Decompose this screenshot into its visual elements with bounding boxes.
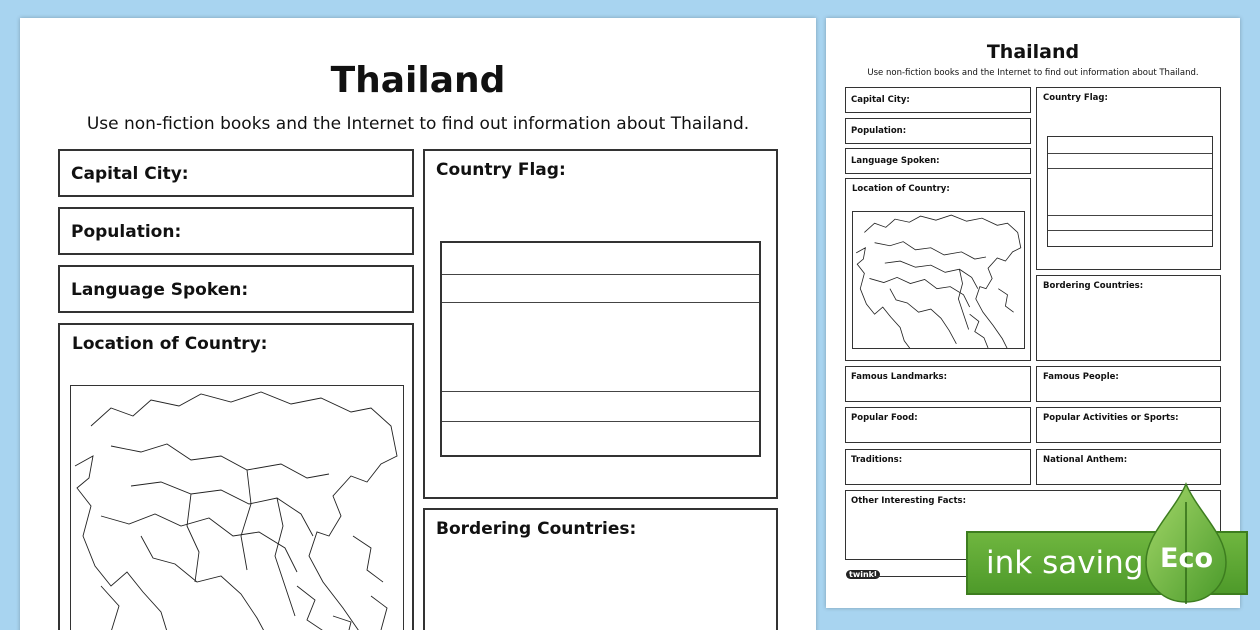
ink-saving-label: ink saving <box>986 545 1144 581</box>
famous-landmarks-label-small: Famous Landmarks: <box>851 372 947 382</box>
page-title-small: Thailand <box>986 41 1080 63</box>
asia-map-outline-icon <box>71 386 404 630</box>
capital-city-box[interactable] <box>58 149 414 197</box>
population-box[interactable] <box>58 207 414 255</box>
asia-map-small <box>852 211 1025 349</box>
language-spoken-label: Language Spoken: <box>71 280 249 300</box>
flag-stripe-line <box>1048 153 1212 154</box>
asia-map-outline-icon <box>853 212 1025 349</box>
famous-people-box-small[interactable] <box>1036 366 1221 402</box>
capital-city-label-small: Capital City: <box>851 95 910 105</box>
language-spoken-box-small[interactable] <box>845 148 1031 174</box>
bordering-countries-label: Bordering Countries: <box>436 519 637 539</box>
flag-stripe-line <box>442 274 759 275</box>
eco-label: Eco <box>1160 543 1213 574</box>
country-flag-box-small[interactable] <box>1036 87 1221 270</box>
popular-activities-label-small: Popular Activities or Sports: <box>1043 413 1179 423</box>
capital-city-label: Capital City: <box>71 164 189 184</box>
country-flag-label-small: Country Flag: <box>1043 93 1108 103</box>
flag-stripe-line <box>1048 215 1212 216</box>
location-of-country-box[interactable] <box>58 323 414 630</box>
bordering-countries-box-small[interactable] <box>1036 275 1221 361</box>
country-flag-box[interactable] <box>423 149 778 499</box>
flag-stripe-line <box>442 302 759 303</box>
population-box-small[interactable] <box>845 118 1031 144</box>
location-of-country-label: Location of Country: <box>72 334 268 354</box>
language-spoken-box[interactable] <box>58 265 414 313</box>
other-facts-label-small: Other Interesting Facts: <box>851 496 966 506</box>
country-flag-label: Country Flag: <box>436 160 566 180</box>
language-spoken-label-small: Language Spoken: <box>851 156 940 166</box>
bordering-countries-label-small: Bordering Countries: <box>1043 281 1144 291</box>
instructions-small: Use non-fiction books and the Internet to find out information about Thailand. <box>867 68 1199 78</box>
famous-landmarks-box-small[interactable] <box>845 366 1031 402</box>
traditions-box-small[interactable] <box>845 449 1031 485</box>
flag-stripe-line <box>1048 230 1212 231</box>
popular-food-label-small: Popular Food: <box>851 413 918 423</box>
popular-food-box-small[interactable] <box>845 407 1031 443</box>
worksheet-large <box>20 18 816 630</box>
flag-stripe-line <box>442 421 759 422</box>
traditions-label-small: Traditions: <box>851 455 903 465</box>
instructions: Use non-fiction books and the Internet to find out information about Thailand. <box>86 114 750 134</box>
asia-map <box>70 385 404 630</box>
capital-city-box-small[interactable] <box>845 87 1031 113</box>
national-anthem-label-small: National Anthem: <box>1043 455 1128 465</box>
flag-stripe-line <box>1048 168 1212 169</box>
location-of-country-label-small: Location of Country: <box>852 184 950 194</box>
flag-stripe-line <box>442 391 759 392</box>
bordering-countries-box[interactable] <box>423 508 778 630</box>
location-of-country-box-small[interactable] <box>845 178 1031 361</box>
flag-outline <box>440 241 761 457</box>
popular-activities-box-small[interactable] <box>1036 407 1221 443</box>
population-label: Population: <box>71 222 182 242</box>
famous-people-label-small: Famous People: <box>1043 372 1119 382</box>
page-title: Thailand <box>330 60 506 101</box>
twinkl-logo: twinkl <box>846 570 880 579</box>
flag-outline-small <box>1047 136 1213 247</box>
national-anthem-box-small[interactable] <box>1036 449 1221 485</box>
population-label-small: Population: <box>851 126 907 136</box>
